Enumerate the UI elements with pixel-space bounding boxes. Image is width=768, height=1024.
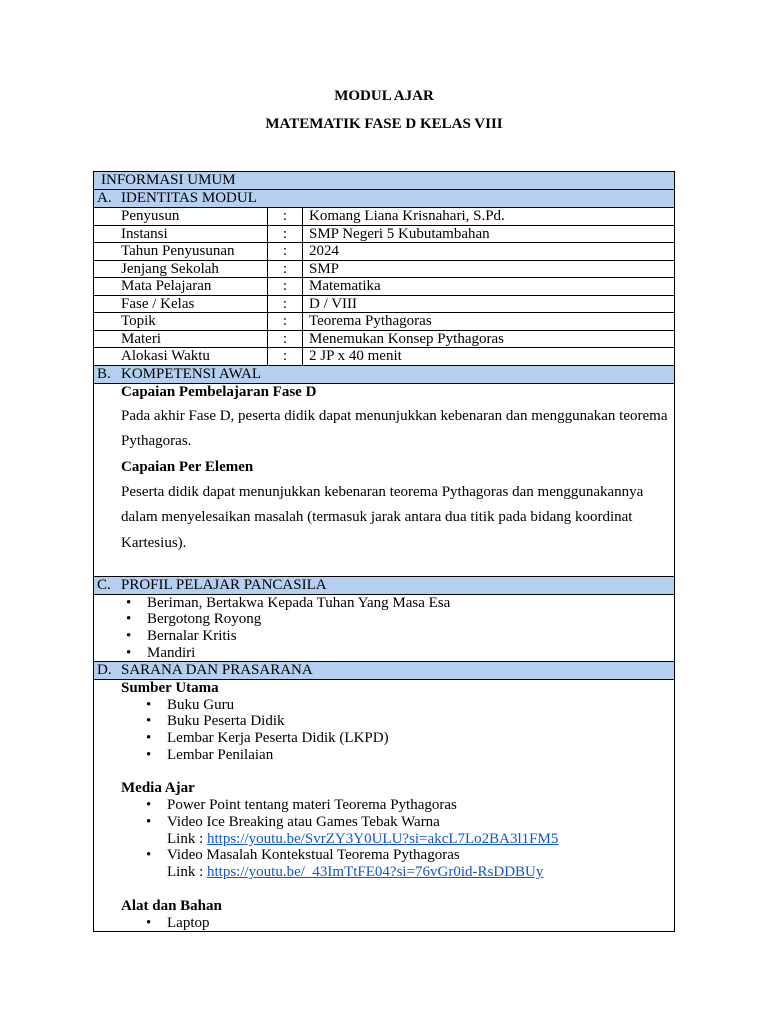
sarana-block [94,680,674,932]
row-sep: : [268,243,303,260]
table-row [94,331,674,349]
cp-text: Pada akhir Fase D, peserta didik dapat menunjukkan kebenaran dan menggunakan teorema Pythagoras. [121,407,668,449]
section-d-title: SARANA DAN PRASARANA [121,661,313,678]
list-item [121,847,674,880]
row-value: SMP Negeri 5 Kubutambahan [309,225,490,242]
row-value: Teorema Pythagoras [309,313,432,329]
row-key: Mata Pelajaran [94,278,268,295]
sumber-list [121,697,674,764]
list-item: • Buku Peserta Didik [121,713,674,730]
video-link-2[interactable]: https://youtu.be/_43ImTtFE04?si=76vGr0id-RsDDBUy [207,864,544,881]
profil-block [94,595,674,662]
section-a-letter: A. [97,190,112,206]
cp-title: Capaian Pembelajaran Fase D [121,383,317,400]
row-value: SMP [309,260,340,277]
row-value: D / VIII [309,295,358,312]
media-list [121,797,674,881]
section-c-letter: C. [97,576,111,593]
section-a-header [94,190,674,208]
document-subtitle: MATEMATIK FASE D KELAS VIII [265,116,503,132]
media-title: Media Ajar [121,780,195,797]
row-key: Penyusun [94,208,268,225]
row-sep: : [268,331,303,348]
profil-list [121,595,674,662]
list-item: • Lembar Penilaian [121,747,674,764]
row-sep: : [268,208,303,225]
row-key: Fase / Kelas [94,296,268,313]
informasi-umum-label: INFORMASI UMUM [101,172,236,188]
row-sep: : [268,226,303,243]
list-item: • Laptop [121,915,674,932]
table-row [94,278,674,296]
section-d-letter: D. [97,661,112,678]
elemen-text: Peserta didik dapat menunjukkan kebenaran teorema Pythagoras dan menggunakannya dalam menyelesaikan masalah (termasuk jarak antara dua titik pada bidang koordinat Kartesius). [121,483,644,551]
row-sep: : [268,313,303,330]
list-item: • Lembar Kerja Peserta Didik (LKPD) [121,730,674,747]
info-table [93,171,675,932]
identitas-rows [94,208,674,366]
section-a-title: IDENTITAS MODUL [121,190,257,206]
table-row [94,261,674,279]
table-row [94,296,674,314]
link-label: Link : [167,864,207,881]
row-value: 2 JP x 40 menit [309,348,402,364]
media-item-2: Video Ice Breaking atau Games Tebak Warna [167,814,440,831]
row-value: Menemukan Konsep Pythagoras [309,330,504,347]
elemen-title: Capaian Per Elemen [121,458,254,475]
informasi-umum-header [94,172,674,190]
list-item: • Bernalar Kritis [121,628,674,645]
row-value: Matematika [309,278,381,294]
table-row [94,313,674,331]
row-value: 2024 [309,243,339,259]
row-key: Instansi [94,226,268,243]
document-title: MODUL AJAR [334,88,434,104]
row-sep: : [268,278,303,295]
table-row [94,243,674,261]
list-item [121,814,674,847]
list-item: • Bergotong Royong [121,611,674,628]
list-item: • Buku Guru [121,697,674,714]
row-value: Komang Liana Krisnahari, S.Pd. [309,208,505,224]
section-c-title: PROFIL PELAJAR PANCASILA [121,576,327,593]
list-item: • Beriman, Bertakwa Kepada Tuhan Yang Masa Esa [121,595,674,612]
row-key: Materi [94,331,268,348]
section-b-header [94,366,674,384]
list-item: • Mandiri [121,645,674,662]
video-link-1[interactable]: https://youtu.be/SvrZY3Y0ULU?si=akcL7Lo2BA3l1FM5 [207,830,559,847]
alat-title: Alat dan Bahan [121,897,222,914]
alat-list [121,915,674,932]
row-key: Tahun Penyusunan [94,243,268,260]
row-key: Alokasi Waktu [94,348,268,365]
row-sep: : [268,348,303,365]
row-key: Jenjang Sekolah [94,261,268,278]
table-row [94,226,674,244]
section-b-letter: B. [97,365,111,382]
row-sep: : [268,261,303,278]
row-sep: : [268,296,303,313]
list-item: • Power Point tentang materi Teorema Pythagoras [121,797,674,814]
section-b-title: KOMPETENSI AWAL [121,365,262,382]
table-row [94,348,674,366]
table-row [94,208,674,226]
section-c-header [94,577,674,595]
link-label: Link : [167,830,207,847]
section-d-header [94,662,674,680]
media-item-3: Video Masalah Kontekstual Teorema Pythagoras [167,847,460,864]
row-key: Topik [94,313,268,330]
kompetensi-block [94,384,674,577]
sumber-title: Sumber Utama [121,679,219,696]
